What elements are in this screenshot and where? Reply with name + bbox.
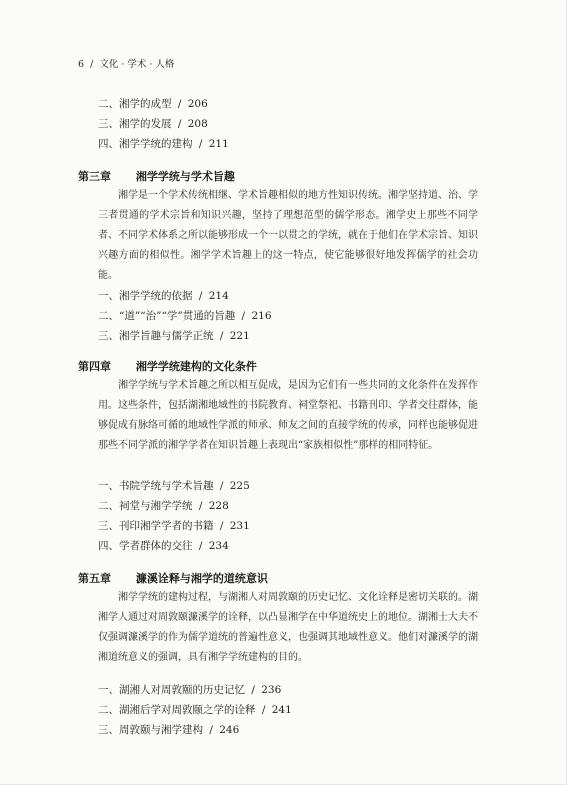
toc-item-page: 211 (208, 138, 229, 150)
toc-item-text: 二、湘学的成型 (98, 98, 172, 110)
toc-item-text: 二、湖湘后学对周敦颐之学的诠释 (98, 704, 256, 716)
toc-item-page: 221 (229, 330, 250, 342)
toc-item[interactable]: 一、湘学学统的依据 / 214 (98, 290, 229, 302)
toc-item-page: 231 (229, 520, 250, 532)
toc-item-text: 四、学者群体的交往 (98, 540, 193, 552)
chapter-title: 湘学学统建构的文化条件 (135, 360, 257, 373)
chapter-number: 第五章 (78, 572, 111, 585)
toc-item-page: 234 (208, 540, 229, 552)
toc-item[interactable]: 四、学者群体的交往 / 234 (98, 540, 229, 552)
toc-item-text: 二、祠堂与湘学学统 (98, 500, 193, 512)
toc-item-page: 216 (251, 310, 272, 322)
chapter-title: 湘学学统与学术旨趣 (135, 170, 235, 183)
chapter-heading[interactable] (78, 358, 257, 374)
chapter-heading[interactable] (78, 570, 268, 586)
running-header (78, 56, 174, 70)
toc-item[interactable]: 一、书院学统与学术旨趣 / 225 (98, 480, 250, 492)
toc-item-text: 三、湘学的发展 (98, 118, 172, 130)
toc-item-text: 二、“道”“治”“学”贯通的旨趣 (98, 310, 236, 322)
toc-item-text: 四、湘学学统的建构 (98, 138, 193, 150)
toc-item[interactable]: 二、湘学的成型 / 206 (98, 98, 208, 110)
chapter-summary: 湘学学统与学术旨趣之所以相互促成，是因为它们有一些共同的文化条件在发挥作用。这些条件，包括湖湘地域性的书院教育、祠堂祭祀、书籍刊印、学者交往群体，能够促成有脉络可循的地域性学派的师承、师友之间的直接学统的传承，同样也能够促进那些不同学派的湘学学者在知识旨趣上表现出“家族相似性”那样的相同特征。 (98, 380, 478, 451)
toc-item-page: 214 (208, 290, 229, 302)
toc-item-text: 一、湖湘人对周敦颐的历史记忆 (98, 684, 245, 696)
toc-item-page: 225 (229, 480, 250, 492)
toc-item-text: 三、湘学旨趣与儒学正统 (98, 330, 214, 342)
toc-item[interactable]: 三、湘学旨趣与儒学正统 / 221 (98, 330, 250, 342)
chapter-summary: 湘学是一个学术传统相继、学术旨趣相似的地方性知识传统。湘学坚持道、治、学三者贯通的学术宗旨和知识兴趣，坚持了理想范型的儒学形态。湘学史上那些不同学者、不同学术体系之所以能够形成一个一以贯之的学统，就在于他们在学术宗旨、知识兴趣方面的相似性。湘学学术旨趣上的这一特点，使它能够很好地发挥儒学的社会功能。 (98, 190, 478, 281)
toc-item-text: 一、书院学统与学术旨趣 (98, 480, 214, 492)
toc-item[interactable]: 二、湖湘后学对周敦颐之学的诠释 / 241 (98, 704, 292, 716)
toc-item[interactable]: 三、刊印湘学学者的书籍 / 231 (98, 520, 250, 532)
toc-item-text: 三、周敦颐与湘学建构 (98, 724, 203, 736)
toc-item[interactable]: 一、湖湘人对周敦颐的历史记忆 / 236 (98, 684, 282, 696)
toc-item-page: 246 (219, 724, 240, 736)
toc-item[interactable]: 三、湘学的发展 / 208 (98, 118, 208, 130)
chapter-number: 第三章 (78, 170, 111, 183)
chapter-summary: 湘学学统的建构过程，与湖湘人对周敦颐的历史记忆、文化诠释是密切关联的。湖湘学人通过对周敦颐濂溪学的诠释，以凸显湘学在中华道统史上的地位。湖湘士大夫不仅强调濂溪学的作为儒学道统的普遍性意义，也强调其地域性意义。他们对濂溪学的湖湘道统意义的强调，具有湘学学统建构的目的。 (98, 592, 478, 663)
chapter-title: 濂溪诠释与湘学的道统意识 (135, 572, 268, 585)
toc-item[interactable]: 三、周敦颐与湘学建构 / 246 (98, 724, 240, 736)
toc-item-text: 三、刊印湘学学者的书籍 (98, 520, 214, 532)
toc-item[interactable]: 二、祠堂与湘学学统 / 228 (98, 500, 229, 512)
toc-item[interactable]: 二、“道”“治”“学”贯通的旨趣 / 216 (98, 310, 272, 322)
toc-item-page: 208 (187, 118, 208, 130)
toc-item-page: 236 (261, 684, 282, 696)
toc-item-page: 241 (271, 704, 292, 716)
chapter-heading[interactable] (78, 168, 235, 184)
toc-item-page: 228 (208, 500, 229, 512)
toc-item-page: 206 (187, 98, 208, 110)
page-number: 6 (78, 59, 85, 70)
header-separator: / (90, 59, 94, 70)
book-title: 文化 · 学术 · 人格 (99, 59, 175, 70)
chapter-number: 第四章 (78, 360, 111, 373)
toc-item-text: 一、湘学学统的依据 (98, 290, 193, 302)
toc-item[interactable]: 四、湘学学统的建构 / 211 (98, 138, 229, 150)
